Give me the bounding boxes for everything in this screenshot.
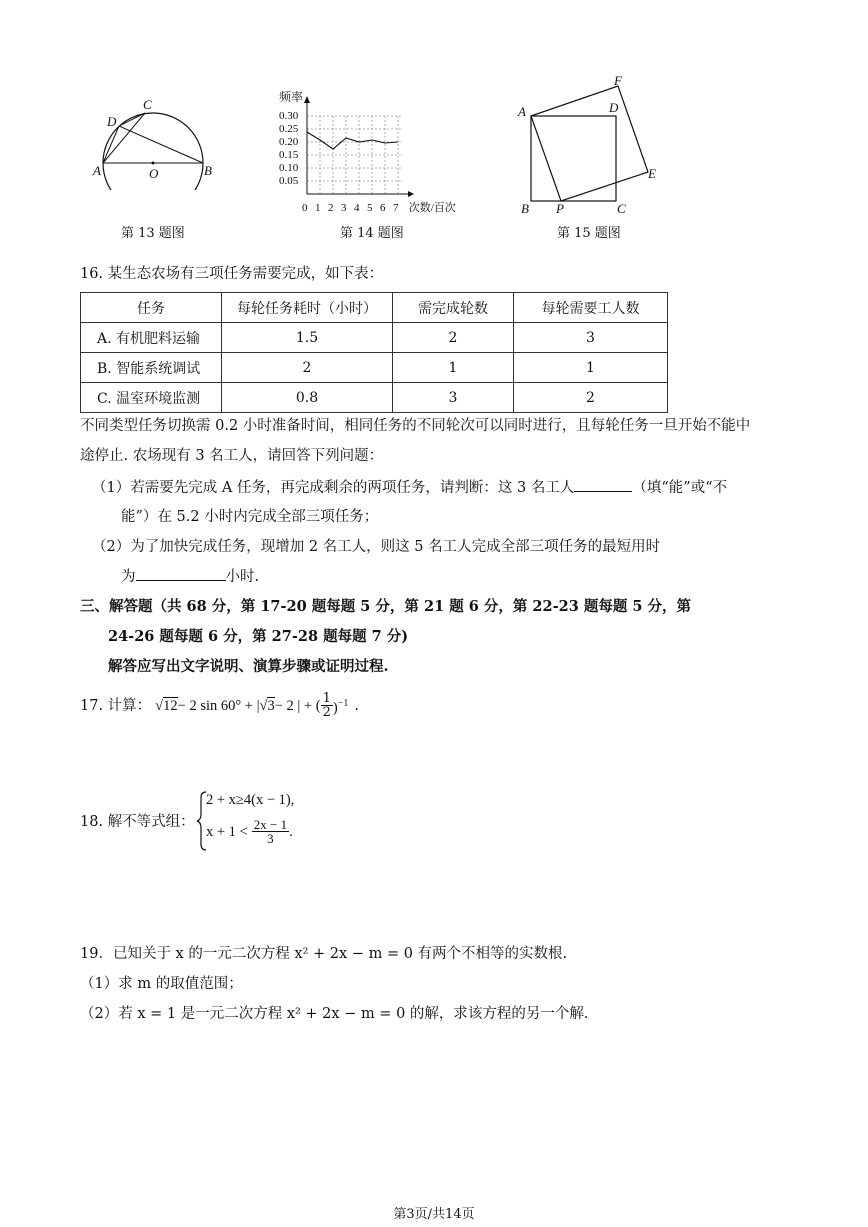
fig14-xtick: 0: [302, 202, 308, 214]
q17-exponent: −1: [337, 697, 349, 709]
fig15-label-a: A: [518, 104, 526, 119]
fig15-label-f: F: [614, 73, 622, 88]
page-footer: 第3页/共14页: [393, 1207, 475, 1222]
q19-part1: （1）求 m 的取值范围；: [80, 976, 243, 992]
q17-sqrt12: √12: [155, 697, 178, 714]
q16-paragraph-line1: 不同类型任务切换需 0.2 小时准备时间，相同任务的不同轮次可以同时进行，且每轮任务一旦开始不能中: [80, 418, 751, 434]
table-cell: 1: [514, 353, 668, 383]
q17-label: 17. 计算：: [80, 697, 152, 714]
q18-ineq2-end: .: [289, 823, 293, 840]
fig15-square-abcd: [531, 116, 616, 201]
q18-label: 18. 解不等式组：: [80, 814, 195, 830]
q16-sub2-line2: [121, 566, 259, 587]
q17-term-abs: − 2 | + (: [274, 697, 321, 714]
q18-inequality-2: [206, 818, 293, 845]
table-row: [81, 353, 668, 383]
table-row: [81, 323, 668, 353]
fig15-label-c: C: [617, 201, 626, 216]
fig14-x-ticks: [302, 199, 456, 215]
q16-sub2-prefix: 为: [121, 569, 136, 585]
q18-fraction: [252, 818, 289, 845]
q17-fraction: [321, 692, 333, 719]
table-cell: C. 温室环境监测: [81, 383, 222, 413]
q16-sub1-text: （1）若需要先完成 A 任务，再完成剩余的两项任务，请判断：这 3 名工人: [92, 480, 575, 496]
q17-sqrt3: √3: [259, 697, 275, 714]
fig14-caption: 第 14 题图: [340, 226, 404, 241]
fig14-ytick: 0.05: [279, 175, 299, 187]
q16-sub1-line2: 能”）在 5.2 小时内完成全部三项任务；: [121, 509, 379, 525]
table-header-cell: 任务: [81, 293, 222, 323]
fig14-grid: [307, 116, 401, 194]
fig15-square-apef: [531, 86, 648, 201]
table-header-row: [81, 293, 668, 323]
q17-frac-den: 2: [322, 705, 331, 720]
fig13-label-c: C: [143, 97, 152, 112]
fig14-x-arrow: [408, 191, 414, 197]
q16-intro: 16. 某生态农场有三项任务需要完成，如下表：: [80, 266, 384, 282]
table-cell: 2: [514, 383, 668, 413]
table-cell: B. 智能系统调试: [81, 353, 222, 383]
fig14-xtick: 3: [341, 202, 347, 214]
fig13-chord-db: [119, 126, 203, 163]
q19-part2: （2）若 x = 1 是一元二次方程 x² + 2x − m = 0 的解，求该方程的另一个解.: [80, 1006, 589, 1022]
fig13-center-dot: [152, 162, 155, 165]
fig15-label-p: P: [556, 201, 564, 216]
fig14-xtick: 6: [380, 202, 386, 214]
fig14-y-title: 频率: [279, 90, 304, 104]
fig14-x-title: 次数/百次: [408, 202, 456, 214]
fig14-ytick: 0.10: [279, 162, 299, 174]
fig14-y-arrow: [304, 96, 310, 103]
fig14-xtick: 2: [328, 202, 334, 214]
table-cell: 1.5: [222, 323, 393, 353]
section3-heading-line2: 24-26 题每题 6 分，第 27-28 题每题 7 分): [108, 628, 409, 645]
fig14-xtick: 7: [393, 202, 399, 214]
table-header-cell: 需完成轮数: [393, 293, 514, 323]
fig13-label-a: A: [93, 163, 101, 178]
q17-close-paren: )$^{-1}$: [332, 697, 349, 716]
fig15-label-e: E: [648, 166, 656, 181]
fig14-xtick: 4: [354, 202, 360, 214]
q19-stem: 19．已知关于 x 的一元二次方程 x² + 2x − m = 0 有两个不相等的实数根.: [80, 946, 568, 962]
section3-instructions: 解答应写出文字说明、演算步骤或证明过程.: [108, 658, 389, 675]
q18-inequality-1: 2 + x≥4(x − 1),: [206, 792, 295, 808]
table-header-cell: 每轮任务耗时（小时）: [222, 293, 393, 323]
fig15-label-d: D: [609, 100, 619, 115]
q18-ineq2-left: x + 1 <: [206, 823, 248, 840]
table-cell: 2: [393, 323, 514, 353]
table-row: [81, 383, 668, 413]
table-header-cell: 每轮需要工人数: [514, 293, 668, 323]
fig14-frequency-line: [307, 132, 398, 149]
q17-expression: [80, 692, 359, 719]
q18-frac-den: 3: [267, 831, 274, 846]
q16-sub1-answer-blank[interactable]: [574, 477, 632, 492]
table-cell: 1: [393, 353, 514, 383]
q17-sqrt3-radicand: 3: [267, 697, 275, 714]
q17-frac-num: 1: [322, 691, 331, 706]
fig13-chord-cd: [119, 113, 145, 126]
q17-end: .: [354, 697, 359, 714]
table-cell: 0.8: [222, 383, 393, 413]
q17-term-sin: − 2 sin 60° + |: [177, 697, 260, 714]
table-cell: 3: [393, 383, 514, 413]
fig14-ytick: 0.15: [279, 149, 299, 161]
fig13-chord-ad: [103, 126, 119, 163]
fig14-xtick: 1: [315, 202, 321, 214]
q16-sub1-text-end: （填“能”或“不: [632, 480, 728, 496]
q16-sub2-line1: （2）为了加快完成任务，现增加 2 名工人，则这 5 名工人完成全部三项任务的最短用时: [92, 539, 661, 555]
table-cell: A. 有机肥料运输: [81, 323, 222, 353]
fig14-ytick: 0.20: [279, 136, 299, 148]
fig13-label-b: B: [204, 163, 212, 178]
fig15-label-b: B: [521, 201, 529, 216]
fig14-ytick: 0.25: [279, 123, 299, 135]
q17-sqrt12-radicand: 12: [163, 697, 178, 714]
fig14-y-ticks: [279, 110, 298, 188]
section3-heading: 三、解答题（共 68 分，第 17-20 题每题 5 分，第 21 题 6 分，第 22-23 题每题 5 分，第: [80, 598, 692, 615]
q16-paragraph-line2: 途停止. 农场现有 3 名工人，请回答下列问题：: [80, 448, 384, 464]
fig15-square-figure: [512, 72, 662, 207]
table-cell: 2: [222, 353, 393, 383]
fig15-caption: 第 15 题图: [557, 226, 621, 241]
fig14-xtick: 5: [367, 202, 373, 214]
fig13-caption: 第 13 题图: [121, 226, 185, 241]
fig13-label-d: D: [107, 114, 117, 129]
table-cell: 3: [514, 323, 668, 353]
q16-sub2-answer-blank[interactable]: [136, 566, 226, 581]
q16-sub1-line1: [92, 477, 727, 498]
q16-sub2-suffix: 小时.: [225, 569, 260, 585]
fig13-label-o: O: [149, 166, 159, 181]
q16-task-table: [80, 292, 668, 413]
fig14-ytick: 0.30: [279, 110, 299, 122]
q18-frac-num: 2x − 1: [253, 817, 288, 832]
